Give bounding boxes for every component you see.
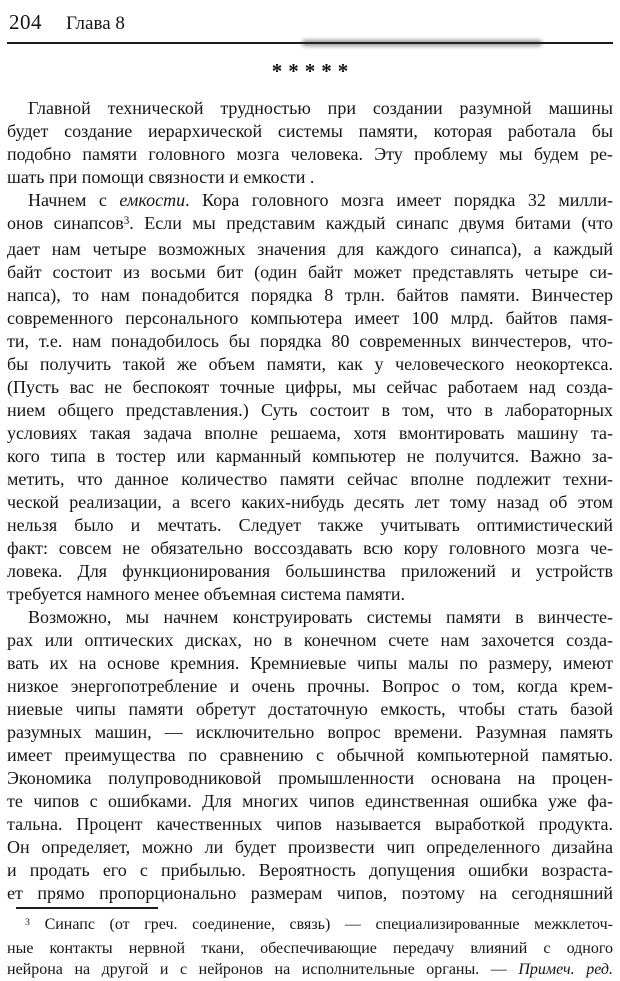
text-segment: Примеч. ред.	[518, 961, 613, 978]
text-line	[7, 97, 613, 120]
text-line	[7, 445, 613, 468]
chapter-title: Глава 8	[66, 13, 125, 34]
body-text	[7, 97, 613, 905]
text-line	[7, 143, 613, 166]
text-segment: факт: совсем не обязательно воссоздавать всю кору головного мозга че-	[7, 538, 613, 558]
text-segment: . Если мы представим каждый синапс двумя битами (что	[129, 213, 613, 233]
text-line	[7, 376, 613, 399]
text-segment: будет создание иерархической системы памяти, которая работала бы	[7, 121, 613, 141]
text-segment: 3	[123, 214, 130, 227]
text-line	[7, 120, 613, 143]
text-segment: Возможно, мы начнем конструировать системы памяти в винчесте-	[28, 607, 613, 627]
text-line	[7, 790, 613, 813]
text-segment: ниевые чипы памяти обретут достаточную емкость, чтобы стать базой	[7, 699, 613, 719]
text-segment: ти, т.е. нам понадобилось бы порядка 80 современных винчестеров, что-	[7, 331, 613, 351]
paragraph	[7, 97, 613, 189]
text-line	[7, 166, 613, 189]
text-line	[7, 284, 613, 307]
text-line	[7, 959, 613, 981]
text-segment: подобно памяти головного мозга человека. Эту проблему мы будем ре-	[7, 144, 613, 164]
text-segment: ные контакты нервной ткани, обеспечивающие передачу влияний с одного	[7, 939, 613, 957]
text-line	[7, 514, 613, 537]
text-segment: бы получить такой же объем памяти, как у человеческого неокортекса.	[7, 354, 613, 374]
paragraph	[7, 189, 613, 606]
text-segment: шать при помощи связности и емкости .	[7, 167, 315, 187]
text-segment: низкое энергопотребление и очень прочны. Вопрос о том, когда крем-	[7, 676, 613, 696]
section-break: *****	[271, 59, 355, 83]
text-line	[7, 238, 613, 261]
scan-artifact	[302, 40, 542, 46]
text-line	[7, 307, 613, 330]
text-segment: вать их на основе кремния. Кремниевые чипы малы по размеру, имеют	[7, 653, 613, 673]
text-line	[7, 836, 613, 859]
text-segment: те чипов с ошибками. Для многих чипов единственная ошибка уже фа-	[7, 791, 613, 811]
text-line	[7, 330, 613, 353]
text-segment: онов синапсов	[7, 213, 124, 233]
text-line	[7, 189, 613, 212]
text-segment: емкости	[119, 190, 186, 210]
text-line	[7, 721, 613, 744]
footnote	[7, 907, 613, 981]
text-segment: . Кора головного мозга имеет порядка 32 милли-	[185, 190, 614, 210]
text-line	[7, 652, 613, 675]
text-line	[7, 767, 613, 790]
text-segment: ловека. Для функционирования большинства приложений и устройств	[7, 561, 613, 581]
text-line	[7, 468, 613, 491]
text-line	[7, 698, 613, 721]
footnote-text	[7, 914, 613, 981]
text-line	[7, 353, 613, 376]
text-line	[7, 422, 613, 445]
text-segment: тальна. Процент качественных чипов называется выработкой продукта.	[7, 814, 613, 834]
text-segment: Экономика полупроводниковой промышленности основана на процен-	[7, 768, 613, 788]
text-segment: ческой реализации, а всего каких-нибудь десять лет тому назад об этом	[7, 492, 613, 512]
text-segment: дает нам четыре возможных значения для каждого синапса), а каждый	[7, 239, 613, 259]
text-segment: Начнем с	[28, 190, 120, 210]
footnote-rule	[16, 907, 158, 909]
text-line	[7, 859, 613, 882]
text-line	[7, 491, 613, 514]
text-segment: Синапс (от греч. соединение, связь) — специализированные межклеточ-	[29, 916, 613, 933]
text-segment: нельзя было и мечтать. Следует также учитывать оптимистический	[7, 515, 613, 535]
text-segment: байт состоит из восьми бит (один байт может представлять четыре си-	[7, 262, 613, 282]
text-line	[7, 212, 613, 238]
text-segment: условиях такая задача вполне решаема, хотя вмонтировать машину та-	[7, 423, 613, 443]
text-segment: рах или оптических дисках, но в конечном счете нам захочется созда-	[7, 630, 613, 650]
text-segment: нием общего представления.) Суть состоит в том, что в лабораторных	[7, 400, 613, 420]
text-segment: нейрона на другой и с нейронов на исполнительные органы. —	[7, 961, 519, 978]
text-line	[7, 399, 613, 422]
text-line	[7, 583, 613, 606]
text-line	[7, 537, 613, 560]
text-line	[7, 629, 613, 652]
text-line	[7, 261, 613, 284]
text-segment: (Пусть вас не беспокоят точные цифры, мы сейчас работаем над созда-	[7, 377, 613, 397]
text-line	[7, 560, 613, 583]
page-header	[7, 8, 613, 44]
text-segment: требуется намного менее объемная система памяти.	[7, 584, 406, 604]
text-segment: современного персонального компьютера имеет 100 млрд. байтов памя-	[7, 308, 613, 328]
text-segment: Главной технической трудностью при создании разумной машины	[28, 98, 613, 118]
text-segment: ет прямо пропорционально размерам чипов, поэтому на сегодняшний	[7, 883, 613, 903]
text-line	[7, 744, 613, 767]
paragraph	[7, 606, 613, 905]
text-segment: имеет преимущества по сравнению с обычной компьютерной памятью.	[7, 745, 613, 765]
page-number: 204	[9, 10, 42, 34]
text-segment: метить, что данное количество памяти сейчас вполне подлежит техни-	[7, 469, 613, 489]
text-segment: разумных машин, — исключительно вопрос времени. Разумная память	[7, 722, 613, 742]
text-segment: 3	[25, 916, 30, 928]
text-line	[7, 606, 613, 629]
text-segment: напса), то нам понадобится порядка 8 трлн. байтов памяти. Винчестер	[7, 285, 613, 305]
text-line	[7, 914, 613, 938]
text-line	[7, 675, 613, 698]
text-segment: кого типа в тостер или карманный компьютер не получится. Важно за-	[7, 446, 613, 466]
text-segment: Он определяет, можно ли будет произвести чип определенного дизайна	[7, 837, 613, 857]
text-line	[7, 938, 613, 960]
text-line	[7, 813, 613, 836]
text-segment: и продать его с прибылью. Вероятность допущения ошибки возраста-	[7, 860, 613, 880]
text-line	[7, 882, 613, 905]
